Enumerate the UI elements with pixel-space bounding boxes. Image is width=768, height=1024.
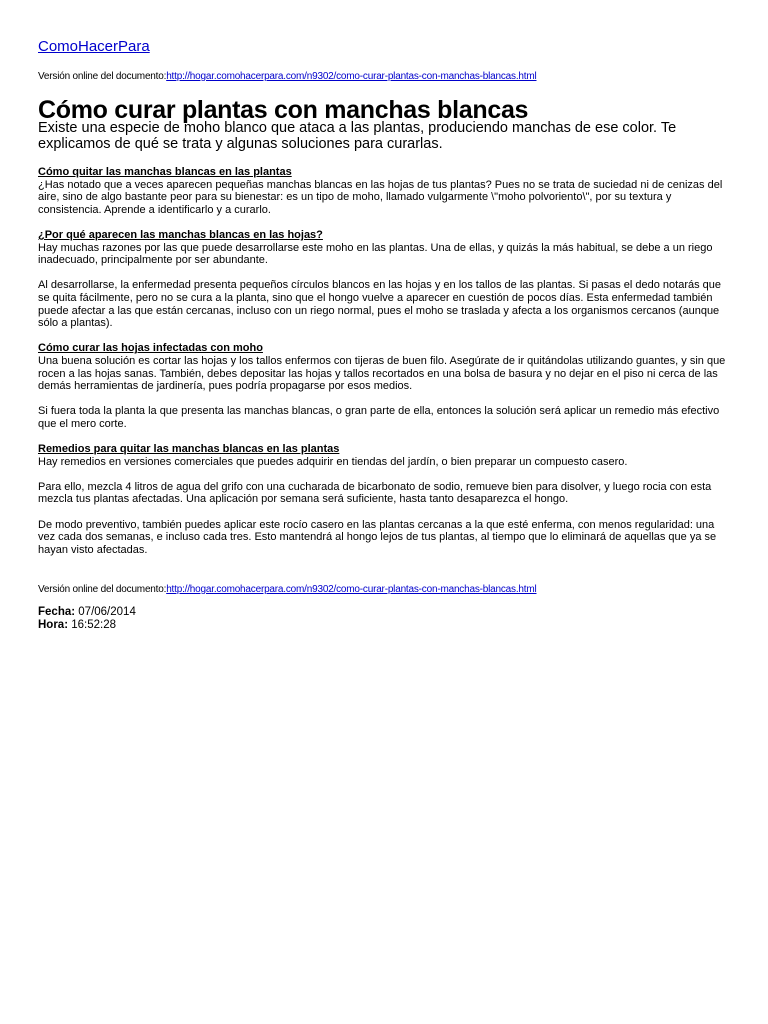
online-version-link[interactable]: http://hogar.comohacerpara.com/n9302/como-curar-plantas-con-manchas-blancas.html (166, 71, 537, 82)
time-label: Hora: (38, 619, 69, 631)
article-title: Cómo curar plantas con manchas blancas (38, 96, 529, 124)
section-paragraph: Una buena solución es cortar las hojas y los tallos enfermos con tijeras de buen filo. Asegúrate de ir quitándolas utilizando guantes, y sin que rocen a las hojas sanas. También, debes depositar las hojas y tallos recortados en una bolsa de basura y no dejar en el piso ni cerca de las demás herramientas de jardinería, pues podría propagarse por esos medios. (38, 354, 726, 393)
online-version-header (38, 71, 537, 82)
time-row (38, 619, 136, 632)
section-paragraph: Hay remedios en versiones comerciales que puedes adquirir en tiendas del jardín, o bien preparar un compuesto casero. (38, 455, 628, 468)
section-paragraph: Si fuera toda la planta la que presenta las manchas blancas, o gran parte de ella, entonces la solución será aplicar un remedio más efectivo que el mero corte. (38, 405, 720, 430)
section-paragraph: Al desarrollarse, la enfermedad presenta pequeños círculos blancos en las hojas y en los tallos de las plantas. Si pasas el dedo notarás que se quita fácilmente, pero no se cura a la planta, sino que el hongo vuelve a aparecer en cuestión de pocos días. Esta enfermedad también puede afectar a las que están cercanas, incluso con un riego normal, pues el moho se traslada y afecta a los organismos cercanos (aunque sólo a plantas). (38, 279, 722, 330)
brand-link[interactable]: ComoHacerPara (38, 38, 150, 55)
online-version-label: Versión online del documento: (38, 584, 167, 595)
date-value: 07/06/2014 (78, 606, 136, 618)
document-meta (38, 606, 136, 632)
article-intro: Existe una especie de moho blanco que ataca a las plantas, produciendo manchas de ese color. Te explicamos de qué se trata y algunas soluciones para curarlas. (38, 120, 677, 152)
date-label: Fecha: (38, 606, 76, 618)
time-value: 16:52:28 (71, 619, 116, 631)
section-paragraph: Para ello, mezcla 4 litros de agua del grifo con una cucharada de bicarbonato de sodio, remueve bien para disolver, y luego rocia con esta mezcla tus plantas afectadas. Una aplicación por semana será suficiente, hasta tanto desaparezca el hongo. (38, 480, 712, 506)
online-version-footer (38, 584, 537, 595)
date-row (38, 606, 136, 619)
section-paragraph: De modo preventivo, también puedes aplicar este rocío casero en las plantas cercanas a la que esté enferma, con menos regularidad: una vez cada dos semanas, e incluso cada tres. Esto mantendrá al hongo lejos de tus plantas, al tiempo que lo eliminará de aquellas que ya se hayan visto afectadas. (38, 518, 717, 556)
article-body (38, 166, 728, 569)
section-heading: Cómo curar las hojas infectadas con moho (38, 342, 263, 355)
online-version-label: Versión online del documento: (38, 71, 167, 82)
online-version-link[interactable]: http://hogar.comohacerpara.com/n9302/como-curar-plantas-con-manchas-blancas.html (166, 584, 537, 595)
section-paragraph: ¿Has notado que a veces aparecen pequeñas manchas blancas en las hojas de tus plantas? Pues no se trata de suciedad ni de cenizas del aire, sino de algo bastante peor para su bienestar: es un tipo de moho, llamado vulgarmente \"moho polvoriento\", por su textura y consistencia. Aprende a identificarlo y a curarlo. (38, 178, 723, 216)
section-paragraph: Hay muchas razones por las que puede desarrollarse este moho en las plantas. Una de ellas, y quizás la más habitual, se debe a un riego inadecuado, principalmente por ser abundante. (38, 241, 713, 267)
section-heading: Cómo quitar las manchas blancas en las plantas (38, 166, 292, 178)
section-heading: Remedios para quitar las manchas blancas en las plantas (38, 443, 340, 456)
section-heading: ¿Por qué aparecen las manchas blancas en las hojas? (38, 228, 323, 241)
